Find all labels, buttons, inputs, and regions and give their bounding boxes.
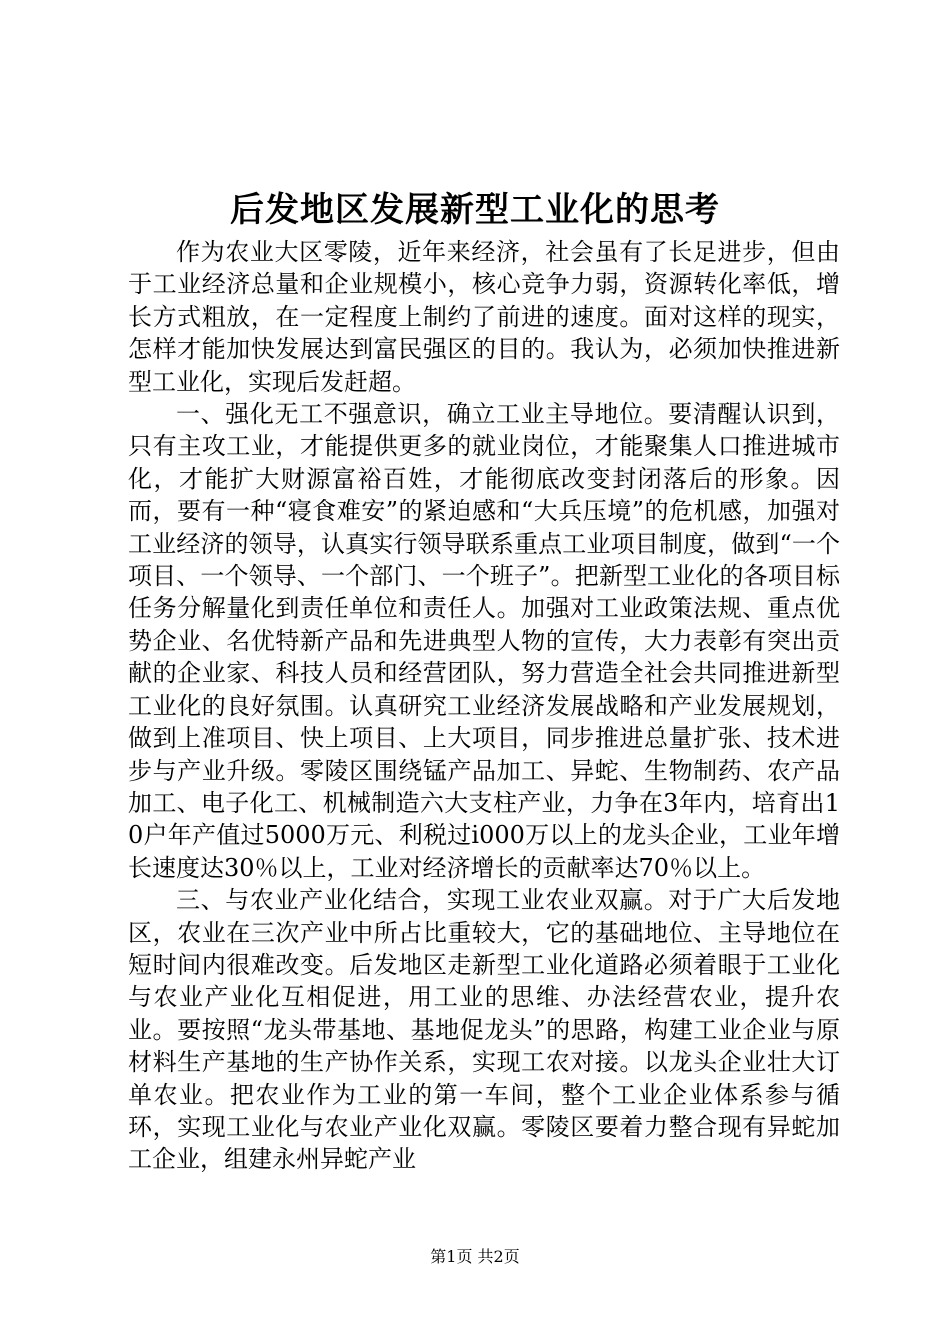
paragraph-section-one: 一、强化无工不强意识，确立工业主导地位。要清醒认识到，只有主攻工业，才能提供更多的就业岗位，才能聚集人口推进城市化，才能扩大财源富裕百姓，才能彻底改变封闭落后的形象。因而，要有一种“寝食难安”的紧迫感和“大兵压境”的危机感，加强对工业经济的领导，认真实行领导联系重点工业项目制度，做到“一个项目、一个领导、一个部门、一个班子”。把新型工业化的各项目标任务分解量化到责任单位和责任人。加强对工业政策法规、重点优势企业、名优特新产品和先进典型人物的宣传，大力表彰有突出贡献的企业家、科技人员和经营团队，努力营造全社会共同推进新型工业化的良好氛围。认真研究工业经济发展战略和产业发展规划，做到上准项目、快上项目、上大项目，同步推进总量扩张、技术进步与产业升级。零陵区围绕锰产品加工、异蛇、生物制药、农产品加工、电子化工、机械制造六大支柱产业，力争在3年内，培育出10户年产值过5000万元、利税过i000万以上的龙头企业，工业年增长速度达30％以上，工业对经济增长的贡献率达70％以上。	[128, 400, 840, 882]
page-number-footer: 第1页 共2页	[430, 1247, 520, 1266]
paragraph-intro: 作为农业大区零陵，近年来经济，社会虽有了长足进步，但由于工业经济总量和企业规模小，核心竞争力弱，资源转化率低，增长方式粗放，在一定程度上制约了前进的速度。面对这样的现实，怎样才能加快发展达到富民强区的目的。我认为，必须加快推进新型工业化，实现后发赶超。	[128, 238, 840, 396]
document-body	[128, 236, 840, 1176]
paragraph-section-three: 三、与农业产业化结合，实现工业农业双赢。对于广大后发地区，农业在三次产业中所占比重较大，它的基础地位、主导地位在短时间内很难改变。后发地区走新型工业化道路必须着眼于工业化与农业产业化互相促进，用工业的思维、办法经营农业，提升农业。要按照“龙头带基地、基地促龙头”的思路，构建工业企业与原材料生产基地的生产协作关系，实现工农对接。以龙头企业壮大订单农业。把农业作为工业的第一车间，整个工业企业体系参与循环，实现工业化与农业产业化双赢。零陵区要着力整合现有异蛇加工企业，组建永州异蛇产业	[128, 886, 840, 1174]
document-title: 后发地区发展新型工业化的思考	[230, 190, 720, 230]
